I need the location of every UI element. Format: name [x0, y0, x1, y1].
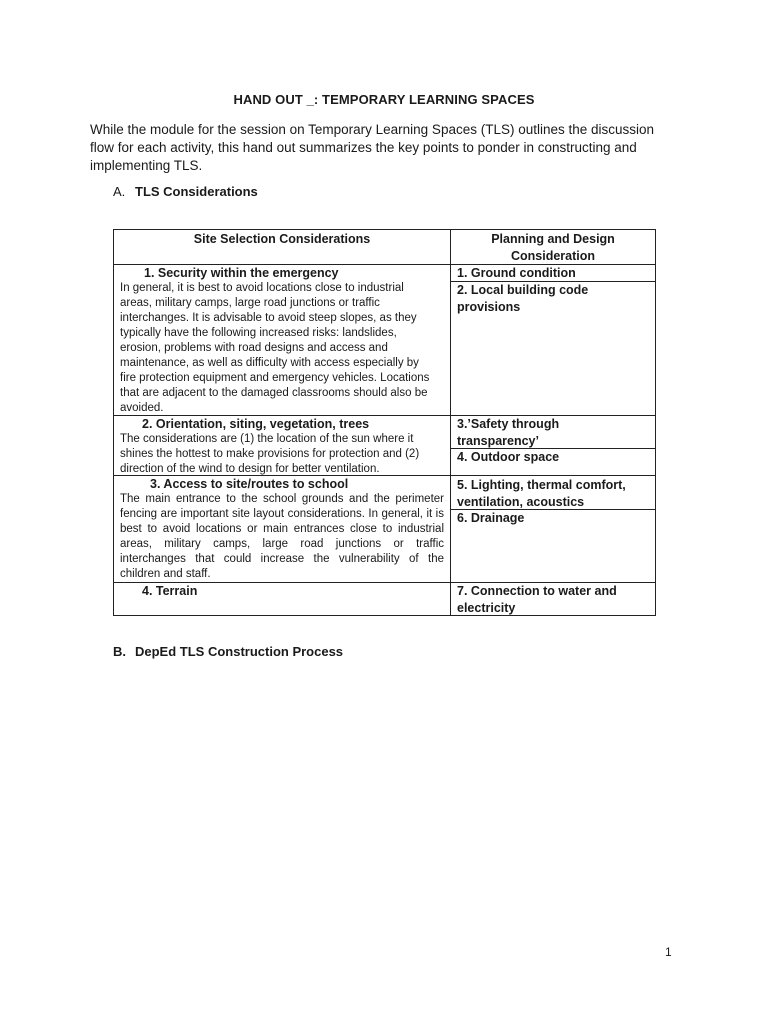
section-a-title: TLS Considerations	[135, 184, 258, 199]
table-header-site: Site Selection Considerations	[193, 232, 371, 246]
section-b-heading	[113, 644, 343, 659]
site-consideration-title: 3. Access to site/routes to school	[150, 477, 349, 491]
planning-item: 2. Local building code provisions	[457, 283, 589, 314]
planning-item: 4. Outdoor space	[457, 450, 560, 464]
page-title: HAND OUT _: TEMPORARY LEARNING SPACES	[233, 92, 535, 107]
site-consideration-title: 4. Terrain	[142, 584, 198, 598]
site-consideration-item	[120, 476, 444, 582]
site-consideration-body: In general, it is best to avoid locations close to industrial areas, military camps, large road junctions or traffic interchanges. It is advisable to avoid steep slopes, as they typically have the following increased risks: landslides, erosion, problems with road designs and access and maintenance, as well as difficulty with access especially by fire protection equipment and emergency vehicles. Locations that are adjacent to the damaged classrooms should also be avoided.	[120, 282, 430, 414]
site-consideration-item	[120, 416, 444, 475]
section-a-letter: A.	[113, 184, 126, 199]
table-border-right	[655, 229, 656, 616]
planning-item: 6. Drainage	[457, 511, 525, 525]
planning-item: 7. Connection to water and electricity	[457, 584, 617, 615]
page-number: 1	[665, 945, 672, 959]
table-border-top	[113, 229, 656, 230]
site-consideration-body: The main entrance to the school grounds and the perimeter fencing are important site layout considerations. In general, it is best to avoid locations or main entrances close to industrial areas, military camps, large road junctions or traffic interchanges that could increase the vulnerability of the children and staff.	[120, 493, 444, 580]
table-border-left	[113, 229, 114, 616]
planning-item: 1. Ground condition	[457, 266, 576, 280]
site-consideration-title: 1. Security within the emergency	[144, 266, 339, 280]
site-consideration-item	[120, 265, 444, 415]
section-b-title: DepEd TLS Construction Process	[135, 644, 344, 659]
planning-item: 5. Lighting, thermal comfort, ventilation, acoustics	[457, 478, 626, 509]
site-consideration-title: 2. Orientation, siting, vegetation, trees	[142, 417, 370, 431]
intro-paragraph: While the module for the session on Temporary Learning Spaces (TLS) outlines the discussion flow for each activity, this hand out summarizes the key points to ponder in constructing and implementing TLS.	[90, 122, 655, 173]
site-consideration-item	[120, 583, 444, 615]
section-b-letter: B.	[113, 644, 126, 659]
table-header-planning: Planning and Design Consideration	[491, 232, 615, 263]
site-consideration-body: The considerations are (1) the location of the sun where it shines the hottest to make provisions for protection and (2) direction of the wind to design for better ventilation.	[120, 433, 420, 475]
table-column-divider	[450, 229, 451, 616]
planning-item: 3.’Safety through transparency’	[457, 417, 560, 448]
section-a-heading	[113, 184, 258, 199]
